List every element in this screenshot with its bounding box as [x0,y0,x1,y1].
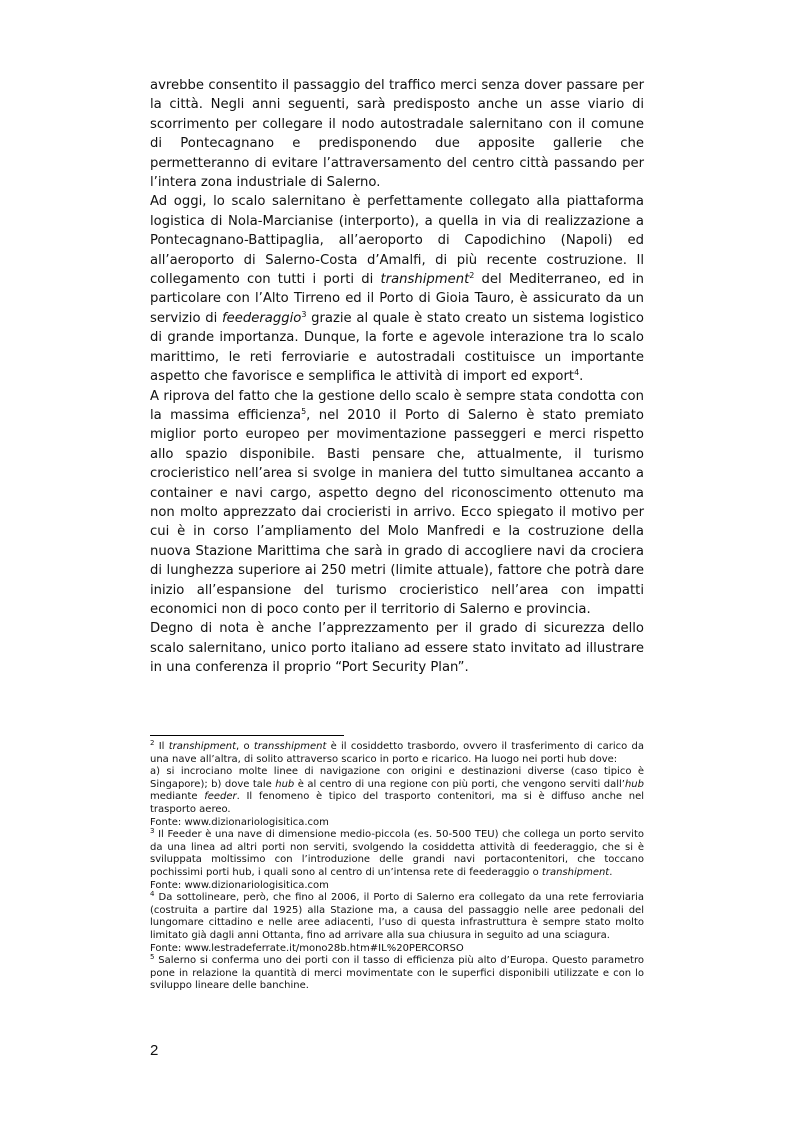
footnote-ref-4[interactable]: 4 [574,368,580,378]
paragraph-2: Ad oggi, lo scalo salernitano è perfettamente collegato alla piattaforma logistica di Nola-Marcianise (interporto), a quella in via di realizzazione a Pontecagnano-Battipaglia, all’aeroporto di Capodichino (Napoli) ed all’aeroporto di Salerno-Costa d’Amalfi, di più recente costruzione. Il collegamento con tutti i porti di transhipment$^2$ del Mediterraneo, ed in particolare con l’Alto Tirreno ed il Porto di Gioia Tauro, è assicurato da un servizio di feederaggio$^3$ grazie al quale è stato creato un sistema logistico di grande importanza. Dunque, la forte e agevole interazione tra lo scalo marittimo, le reti ferroviarie e autostradali costituisce un importante aspetto che favorisce e semplifica le attività di import ed export$^4$. [150,194,644,385]
footnote-source: Fonte: www.dizionariologisitica.com [150,816,329,828]
term-feederaggio: feederaggio [221,310,302,326]
footnote-3: $^3$ Il Feeder è una nave di dimensione medio-piccola (es. 50-500 TEU) che collega un porto servito da una linea ad altri porti non serviti, svolgendo la cosiddetta attività di feederaggio, che si è sviluppata moltissimo con l’introduzione delle grandi navi portacontenitori, che toccano pochissimi porti hub, i quali sono al centro di un’intensa rete di feederaggio o transhipment. Fonte: www.dizionariologisitica.com [150,827,644,891]
footnote-number: 3 [150,827,155,836]
page-number: 2 [150,1042,159,1059]
term-transhipment: transhipment [380,272,470,288]
footnote-number: 4 [150,890,155,899]
footnote-ref-5[interactable]: 5 [301,406,307,416]
paragraph-4: Degno di nota è anche l’apprezzamento per il grado di sicurezza dello scalo salernitano, unico porto italiano ad essere stato invitato ad illustrare in una conferenza il proprio “Port Security Plan”. [150,621,644,676]
footnote-number: 5 [150,953,155,962]
footnote-ref-2[interactable]: 2 [469,271,475,281]
footnote-number: 2 [150,739,155,747]
body-text [150,76,644,678]
footnote-4: $^4$ Da sottolineare, però, che fino al 2006, il Porto di Salerno era collegato da una rete ferroviaria (costruita a partire dal 1925) alla Stazione ma, a causa del passaggio nelle aree pedonali del lungomare cittadino e nelle aree adiacenti, l’uso di questa infrastruttura è sempre stato molto limitato già dagli anni Ottanta, fino ad arrivare alla sua chiusura in seguito ad una sciagura. Fonte: www.lestradeferrate.it/mono28b.htm#IL%20PERCORSO [150,890,644,954]
paragraph-1: avrebbe consentito il passaggio del traffico merci senza dover passare per la città. Negli anni seguenti, sarà predisposto anche un asse viario di scorrimento per collegare il nodo autostradale salernitano con il comune di Pontecagnano e predisponendo due apposite gallerie che permetteranno di evitare l’attraversamento del centro città passando per l’intera zona industriale di Salerno. [150,78,644,191]
footnotes [150,741,644,993]
footnote-5: $^5$ Salerno si conferma uno dei porti con il tasso di efficienza più alto d’Europa. Questo parametro pone in relazione la quantità di merci movimentate con le superfici disponibili utilizzate e con lo sviluppo lineare delle banchine. [150,953,644,992]
footnote-source: Fonte: www.dizionariologisitica.com [150,879,329,891]
footnote-separator [150,735,344,736]
paragraph-3: A riprova del fatto che la gestione dello scalo è sempre stata condotta con la massima efficienza$^5$, nel 2010 il Porto di Salerno è stato premiato miglior porto europeo per movimentazione passeggeri e merci rispetto allo spazio disponibile. Basti pensare che, attualmente, il turismo crocieristico nell’area si svolge in maniera del tutto simultanea accanto a container e navi cargo, aspetto degno del riconoscimento ottenuto ma non molto apprezzato dai crocieristi in arrivo. Ecco spiegato il motivo per cui è in corso l’ampliamento del Molo Manfredi e la costruzione della nuova Stazione Marittima che sarà in grado di accogliere navi da crociera di lunghezza superiore ai 250 metri (limite attuale), fattore che potrà dare inizio all’espansione del turismo crocieristico nell’area con impatti economici non di poco conto per il territorio di Salerno e provincia. [150,388,644,617]
footnote-2: $^2$ Il transhipment, o transshipment è il cosiddetto trasbordo, ovvero il trasferimento di carico da una nave all’altra, di solito attraverso scarico in porto e ricarico. Ha luogo nei porti hub dove: a) si incrociano molte linee di navigazione con origini e destinazioni diverse (caso tipico è Singapore); b) dove tale hub è al centro di una regione con più porti, che vengono serviti dall’hub mediante feeder. Il fenomeno è tipico del trasporto contenitori, ma si è diffuso anche nel trasporto aereo. Fonte: www.dizionariologisitica.com [150,739,645,828]
footnote-source: Fonte: www.lestradeferrate.it/mono28b.htm#IL%20PERCORSO [150,942,464,954]
footnote-ref-3[interactable]: 3 [301,309,307,319]
